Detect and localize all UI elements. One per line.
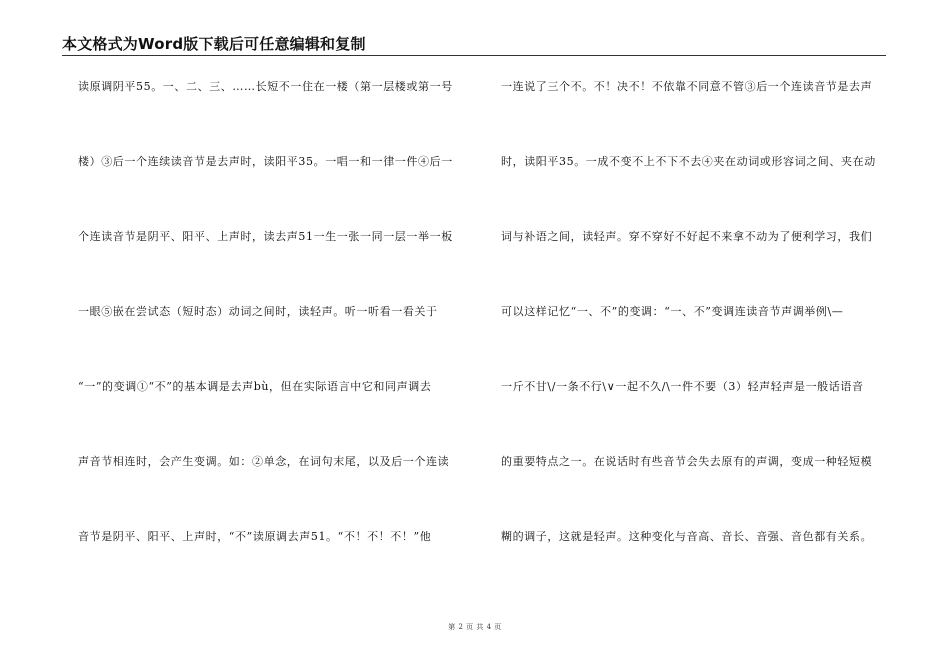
right-text-line: 一连说了三个不。不！决不！不依靠不同意不管③后一个连读音节是去声 (501, 80, 873, 93)
right-text-line: 的重要特点之一。在说话时有些音节会失去原有的声调，变成一种轻短模 (501, 455, 873, 468)
right-text-line: 糊的调子，这就是轻声。这种变化与音高、音长、音强、音色都有关系。 (501, 530, 873, 543)
header-title: 本文格式为Word版下载后可任意编辑和复制 (62, 35, 366, 53)
left-text-line: “一”的变调①“不”的基本调是去声bù，但在实际语言中它和同声调去 (78, 380, 432, 393)
right-text-column (501, 74, 895, 599)
document-header (62, 33, 886, 55)
right-text-line: 词与补语之间，读轻声。穿不穿好不好起不来拿不动为了便利学习，我们 (501, 230, 873, 243)
right-text-line: 时，读阳平35。一成不变不上不下不去④夹在动词或形容词之间、夹在动 (501, 155, 876, 168)
header-divider (62, 55, 886, 56)
left-text-line: 一眼⑤嵌在尝试态（短时态）动词之间时，读轻声。听一听看一看关于 (78, 305, 438, 318)
left-text-line: 个连读音节是阴平、阳平、上声时，读去声51一生一张一同一层一举一板 (78, 230, 453, 243)
left-text-line: 楼）③后一个连续读音节是去声时，读阳平35。一唱一和一律一件④后一 (78, 155, 453, 168)
left-text-column (78, 74, 472, 599)
right-text-line: 一斤不甘\/一条不行\∨一起不久/\一件不要（3）轻声轻声是一般话语音 (501, 380, 864, 393)
page-number-footer: 第 2 页 共 4 页 (448, 623, 502, 631)
left-text-line: 读原调阴平55。一、二、三、……长短不一住在一楼（第一层楼或第一号 (78, 80, 453, 93)
left-text-line: 音节是阴平、阳平、上声时，“不”读原调去声51。“不！不！不！”他 (78, 530, 432, 543)
left-text-line: 声音节相连时，会产生变调。如：②单念，在词句末尾，以及后一个连读 (78, 455, 450, 468)
right-text-line: 可以这样记忆“一、不”的变调：“一、不”变调连读音节声调举例\— (501, 305, 844, 318)
